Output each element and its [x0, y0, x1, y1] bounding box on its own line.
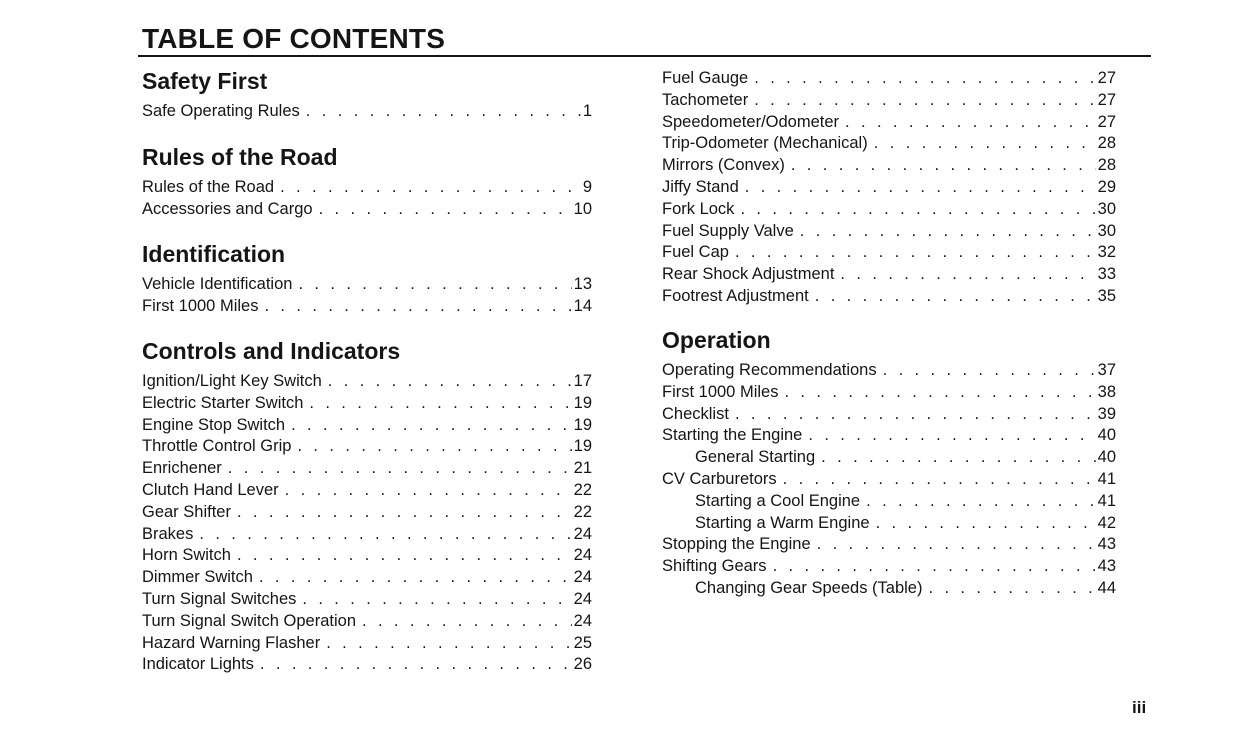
dot-leader: [328, 371, 572, 393]
toc-entry[interactable]: [662, 68, 1116, 90]
entry-label: Starting the Engine: [662, 426, 803, 445]
dot-leader: [754, 68, 1095, 90]
entry-page-number: 39: [1097, 404, 1116, 423]
entry-label: Footrest Adjustment: [662, 286, 809, 305]
entry-label: Trip-Odometer (Mechanical): [662, 134, 868, 153]
toc-entry[interactable]: [142, 415, 592, 437]
toc-entry[interactable]: [662, 133, 1116, 155]
toc-entry[interactable]: [662, 404, 1116, 426]
entry-label: Throttle Control Grip: [142, 437, 292, 456]
dot-leader: [845, 112, 1096, 134]
dot-leader: [874, 133, 1096, 155]
toc-section: [142, 143, 592, 221]
entry-page-number: 28: [1097, 134, 1116, 153]
entry-label: Engine Stop Switch: [142, 415, 286, 434]
entry-page-number: 35: [1097, 286, 1116, 305]
dot-leader: [298, 274, 571, 296]
dot-leader: [199, 524, 571, 546]
entry-label: Safe Operating Rules: [142, 102, 300, 120]
entry-page-number: 22: [573, 502, 592, 521]
entry-label: Indicator Lights: [142, 655, 254, 674]
entry-label: Turn Signal Switch Operation: [142, 611, 356, 630]
entry-page-number: 9: [582, 178, 592, 196]
entry-page-number: 13: [573, 275, 592, 293]
dot-leader: [817, 534, 1096, 556]
toc-entry[interactable]: [662, 491, 1116, 513]
dot-leader: [302, 589, 571, 611]
entry-label: Clutch Hand Lever: [142, 480, 279, 499]
entry-page-number: 28: [1097, 156, 1116, 175]
entry-label: Tachometer: [662, 90, 749, 109]
toc-section: [142, 337, 592, 676]
toc-entry[interactable]: [142, 296, 592, 318]
entry-label: Starting a Cool Engine: [695, 491, 861, 510]
toc-section: [662, 68, 1116, 308]
dot-leader: [309, 393, 571, 415]
toc-entry[interactable]: [662, 199, 1116, 221]
toc-entry[interactable]: [662, 447, 1116, 469]
entry-page-number: 30: [1097, 221, 1116, 240]
dot-leader: [362, 611, 572, 633]
toc-entry[interactable]: [142, 524, 592, 546]
entry-page-number: 29: [1097, 177, 1116, 196]
entry-label: Starting a Warm Engine: [695, 513, 870, 532]
entry-label: Rules of the Road: [142, 178, 275, 196]
dot-leader: [815, 286, 1096, 308]
entry-page-number: 38: [1097, 382, 1116, 401]
entry-page-number: 24: [573, 524, 592, 543]
toc-entry[interactable]: [142, 101, 592, 123]
dot-leader: [319, 199, 572, 221]
dot-leader: [784, 382, 1095, 404]
toc-entry[interactable]: [662, 90, 1116, 112]
entry-label: First 1000 Miles: [662, 382, 779, 401]
toc-entry[interactable]: [142, 567, 592, 589]
toc-entry[interactable]: [662, 177, 1116, 199]
entry-label: CV Carburetors: [662, 469, 777, 488]
entry-label: Fuel Cap: [662, 243, 729, 262]
toc-entry[interactable]: [142, 393, 592, 415]
section-heading: Controls and Indicators: [142, 338, 401, 364]
entry-label: Gear Shifter: [142, 502, 231, 521]
dot-leader: [883, 360, 1096, 382]
dot-leader: [306, 101, 581, 123]
toc-entry[interactable]: [142, 502, 592, 524]
dot-leader: [291, 415, 572, 437]
toc-entry[interactable]: [662, 360, 1116, 382]
entry-label: Dimmer Switch: [142, 568, 253, 587]
toc-section: [142, 67, 592, 123]
dot-leader: [326, 633, 571, 655]
dot-leader: [285, 480, 572, 502]
dot-leader: [745, 177, 1096, 199]
dot-leader: [259, 567, 572, 589]
toc-entry[interactable]: [662, 425, 1116, 447]
toc-entry[interactable]: [662, 221, 1116, 243]
toc-entry[interactable]: [142, 480, 592, 502]
entry-page-number: 32: [1097, 243, 1116, 262]
entry-page-number: 22: [573, 480, 592, 499]
dot-leader: [228, 458, 572, 480]
dot-leader: [740, 199, 1095, 221]
entry-label: Brakes: [142, 524, 194, 543]
dot-leader: [800, 221, 1096, 243]
entry-page-number: 24: [573, 611, 592, 630]
entry-page-number: 33: [1097, 265, 1116, 284]
toc-entry[interactable]: [662, 264, 1116, 286]
toc-entry[interactable]: [662, 286, 1116, 308]
toc-entry[interactable]: [142, 633, 592, 655]
title-rule: [138, 55, 1151, 57]
entry-label: Vehicle Identification: [142, 275, 293, 293]
entry-label: Fuel Gauge: [662, 69, 749, 87]
entry-label: Jiffy Stand: [662, 177, 739, 196]
entry-page-number: 26: [573, 655, 592, 674]
entry-label: Checklist: [662, 404, 729, 423]
dot-leader: [821, 447, 1095, 469]
toc-section: [662, 326, 1116, 600]
section-heading: Identification: [142, 241, 286, 267]
entry-page-number: 10: [573, 199, 592, 218]
dot-leader: [754, 90, 1095, 112]
entry-page-number: 43: [1097, 535, 1116, 554]
toc-entry[interactable]: [662, 578, 1116, 600]
toc-entry[interactable]: [662, 155, 1116, 177]
entry-label: Accessories and Cargo: [142, 199, 313, 218]
toc-entry[interactable]: [662, 382, 1116, 404]
entry-label: First 1000 Miles: [142, 296, 259, 315]
entry-page-number: 44: [1097, 578, 1116, 597]
entry-label: Mirrors (Convex): [662, 156, 785, 175]
toc-entry[interactable]: [662, 112, 1116, 134]
toc-entry[interactable]: [142, 274, 592, 296]
toc-entry[interactable]: [142, 199, 592, 221]
entry-label: Enrichener: [142, 459, 222, 478]
toc-entry[interactable]: [142, 654, 592, 676]
entry-page-number: 25: [573, 633, 592, 652]
toc-entry[interactable]: [662, 469, 1116, 491]
entry-page-number: 41: [1097, 469, 1116, 488]
entry-page-number: 19: [573, 437, 592, 456]
entry-label: Ignition/Light Key Switch: [142, 372, 322, 390]
entry-page-number: 40: [1097, 426, 1116, 445]
dot-leader: [808, 425, 1095, 447]
entry-page-number: 27: [1097, 69, 1116, 87]
entry-page-number: 40: [1097, 448, 1116, 467]
page-title: TABLE OF CONTENTS: [142, 23, 446, 54]
page-number: iii: [1132, 698, 1147, 717]
dot-leader: [876, 513, 1096, 535]
entry-page-number: 24: [573, 568, 592, 587]
toc-entry[interactable]: [662, 242, 1116, 264]
entry-page-number: 27: [1097, 90, 1116, 109]
entry-label: Hazard Warning Flasher: [142, 633, 321, 652]
entry-label: Rear Shock Adjustment: [662, 265, 835, 284]
dot-leader: [260, 654, 572, 676]
toc-entry[interactable]: [142, 589, 592, 611]
entry-label: Fork Lock: [662, 199, 735, 218]
entry-page-number: 24: [573, 546, 592, 565]
dot-leader: [866, 491, 1096, 513]
dot-leader: [773, 556, 1096, 578]
entry-label: Stopping the Engine: [662, 535, 811, 554]
dot-leader: [237, 545, 572, 567]
entry-page-number: 27: [1097, 112, 1116, 131]
toc-entry[interactable]: [662, 513, 1116, 535]
entry-label: Electric Starter Switch: [142, 393, 304, 412]
entry-page-number: 42: [1097, 513, 1116, 532]
entry-page-number: 30: [1097, 199, 1116, 218]
entry-page-number: 41: [1097, 491, 1116, 510]
toc-entry[interactable]: [142, 545, 592, 567]
toc-entry[interactable]: [142, 371, 592, 393]
entry-label: Speedometer/Odometer: [662, 112, 840, 131]
entry-label: Fuel Supply Valve: [662, 221, 794, 240]
entry-label: General Starting: [695, 448, 816, 467]
entry-page-number: 19: [573, 415, 592, 434]
toc-entry[interactable]: [662, 534, 1116, 556]
dot-leader: [280, 177, 581, 199]
dot-leader: [840, 264, 1095, 286]
entry-label: Horn Switch: [142, 546, 231, 565]
dot-leader: [237, 502, 572, 524]
toc-entry[interactable]: [142, 611, 592, 633]
dot-leader: [928, 578, 1095, 600]
dot-leader: [791, 155, 1096, 177]
entry-page-number: 17: [573, 372, 592, 390]
entry-page-number: 1: [582, 102, 592, 120]
entry-label: Turn Signal Switches: [142, 589, 297, 608]
toc-entry[interactable]: [142, 177, 592, 199]
dot-leader: [735, 242, 1096, 264]
entry-page-number: 14: [573, 296, 592, 315]
section-heading: Safety First: [142, 68, 268, 94]
entry-page-number: 43: [1097, 557, 1116, 576]
dot-leader: [735, 404, 1096, 426]
toc-entry[interactable]: [142, 436, 592, 458]
toc-entry[interactable]: [142, 458, 592, 480]
toc-section: [142, 240, 592, 318]
entry-label: Operating Recommendations: [662, 361, 877, 379]
entry-page-number: 19: [573, 393, 592, 412]
toc-entry[interactable]: [662, 556, 1116, 578]
entry-page-number: 24: [573, 589, 592, 608]
section-heading: Operation: [662, 327, 771, 353]
dot-leader: [783, 469, 1096, 491]
entry-page-number: 21: [573, 459, 592, 478]
entry-label: Shifting Gears: [662, 557, 767, 576]
entry-page-number: 37: [1097, 361, 1116, 379]
section-heading: Rules of the Road: [142, 144, 338, 170]
entry-label: Changing Gear Speeds (Table): [695, 578, 923, 597]
dot-leader: [297, 436, 571, 458]
dot-leader: [264, 296, 571, 318]
